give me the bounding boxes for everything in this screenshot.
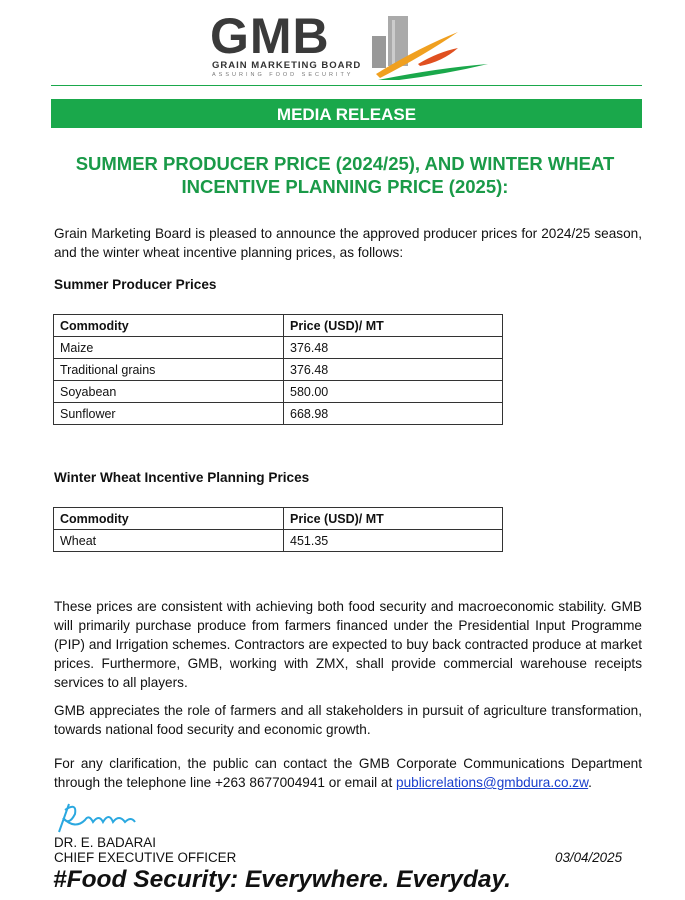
- table-row: [54, 530, 503, 552]
- email-link[interactable]: publicrelations@gmbdura.co.zw: [396, 775, 589, 790]
- contact-paragraph: [54, 754, 642, 792]
- contact-end: .: [588, 775, 592, 790]
- commodity-cell: Traditional grains: [54, 359, 284, 381]
- page-title: SUMMER PRODUCER PRICE (2024/25), AND WINTER WHEAT INCENTIVE PLANNING PRICE (2025):: [75, 153, 615, 197]
- price-cell: 451.35: [284, 530, 503, 552]
- slogan: #Food Security: Everywhere. Everyday.: [53, 866, 511, 893]
- table-header-row: [54, 508, 503, 530]
- summer-heading: Summer Producer Prices: [54, 277, 217, 292]
- summer-price-table: [53, 314, 503, 425]
- winter-price-table: [53, 507, 503, 552]
- column-header: Price (USD)/ MT: [284, 508, 503, 530]
- contact-text: For any clarification, the public can contact the GMB Corporate Communications Department through the telephone line +263 8677004941 or email at: [54, 756, 642, 790]
- table-row: [54, 337, 503, 359]
- media-release-banner: MEDIA RELEASE: [51, 99, 642, 128]
- signatory-name: DR. E. BADARAI: [54, 835, 156, 850]
- logo-text: GMB: [210, 8, 330, 64]
- commodity-cell: Soyabean: [54, 381, 284, 403]
- prices-paragraph: These prices are consistent with achieving both food security and macroeconomic stability. GMB will primarily purchase produce from farmers financed under the Presidential Input Programme (PIP) and Irrigation schemes. Contractors are expected to buy back contracted produce at market prices. Furthermore, GMB, working with ZMX, shall provide commercial warehouse receipts services to all players.: [54, 599, 642, 690]
- intro-paragraph: Grain Marketing Board is pleased to announce the approved producer prices for 2024/25 season, and the winter wheat incentive planning prices, as follows:: [54, 226, 642, 260]
- winter-heading: Winter Wheat Incentive Planning Prices: [54, 470, 310, 485]
- commodity-cell: Wheat: [54, 530, 284, 552]
- logo-tagline: ASSURING FOOD SECURITY: [212, 72, 354, 78]
- price-cell: 376.48: [284, 337, 503, 359]
- table-row: [54, 359, 503, 381]
- price-cell: 580.00: [284, 381, 503, 403]
- logo-subtitle: GRAIN MARKETING BOARD: [212, 60, 362, 71]
- price-cell: 376.48: [284, 359, 503, 381]
- silo-logo-icon: [368, 8, 488, 80]
- price-cell: 668.98: [284, 403, 503, 425]
- appreciation-paragraph: GMB appreciates the role of farmers and all stakeholders in pursuit of agriculture transformation, towards national food security and economic growth.: [54, 703, 642, 737]
- commodity-cell: Maize: [54, 337, 284, 359]
- header-divider: [51, 85, 642, 86]
- column-header: Commodity: [54, 508, 284, 530]
- gmb-logo: [210, 8, 480, 80]
- signatory-title: CHIEF EXECUTIVE OFFICER: [54, 850, 237, 865]
- table-header-row: [54, 315, 503, 337]
- release-date: 03/04/2025: [555, 850, 623, 865]
- column-header: Commodity: [54, 315, 284, 337]
- table-row: [54, 381, 503, 403]
- signature: [55, 800, 145, 834]
- commodity-cell: Sunflower: [54, 403, 284, 425]
- column-header: Price (USD)/ MT: [284, 315, 503, 337]
- table-row: [54, 403, 503, 425]
